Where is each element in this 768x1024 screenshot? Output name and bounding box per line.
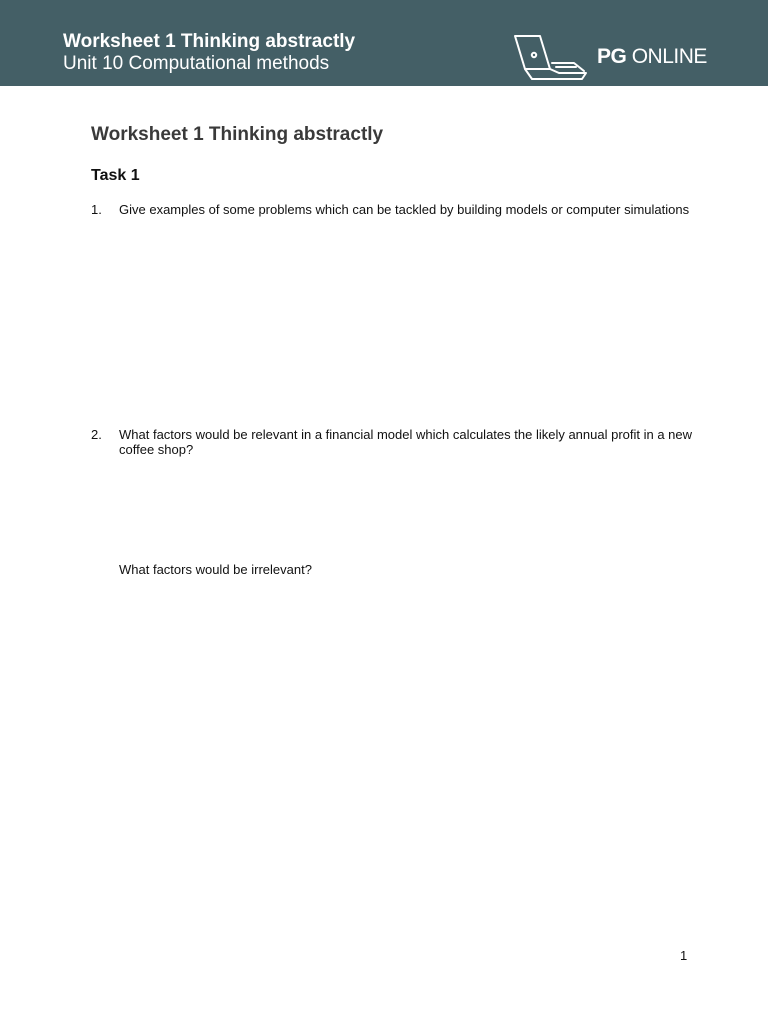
- pg-online-logo: [512, 33, 717, 81]
- question-2-follow-up: What factors would be irrelevant?: [119, 562, 312, 577]
- header-band: [0, 0, 768, 86]
- question-number: 2.: [91, 427, 102, 442]
- question-text: What factors would be relevant in a financial model which calculates the likely annual profit in a new coffee shop?: [119, 427, 693, 457]
- page-number: 1: [680, 948, 688, 963]
- laptop-icon: [512, 33, 588, 81]
- question-text: Give examples of some problems which can be tackled by building models or computer simulations: [119, 202, 690, 217]
- task-heading: Task 1: [91, 167, 140, 184]
- header-title: Worksheet 1 Thinking abstractly: [63, 31, 356, 52]
- logo-text: [597, 45, 707, 69]
- question-number: 1.: [91, 202, 102, 217]
- logo-online: ONLINE: [631, 45, 707, 68]
- question-1: [91, 202, 701, 217]
- logo-pg: PG: [597, 45, 627, 68]
- header-subtitle: Unit 10 Computational methods: [63, 53, 330, 74]
- document-title: Worksheet 1 Thinking abstractly: [91, 124, 384, 145]
- question-2: [91, 427, 701, 457]
